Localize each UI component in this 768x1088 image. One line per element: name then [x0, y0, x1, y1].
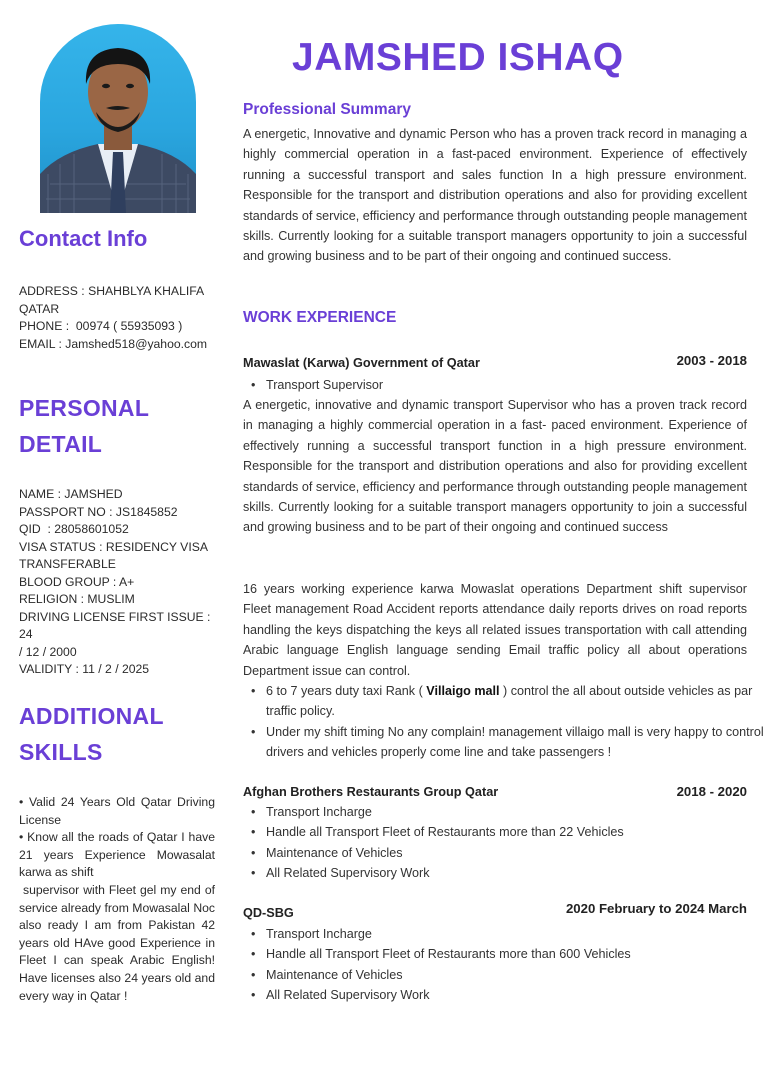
job-description: A energetic, innovative and dynamic transport Supervisor who has a proven track record in managing a highly commercial operation in a fast- paced environment. Experience of effectively running a successful transport function in a high pressure environment. Responsible for the transport and distribution operations and also for providing excellent standards of service, efficiency and performance through outstanding people management skills. Currently looking for a suitable transport managers opportunity to join a successful and growing business and to be part of their ongoing and continued success — [243, 398, 747, 535]
job-highlights — [243, 681, 768, 763]
validity: VALIDITY : 11 / 2 / 2025 — [19, 662, 150, 676]
religion: RELIGION : MUSLIM — [19, 592, 135, 606]
personal-details — [19, 486, 215, 679]
bullet-text: 6 to 7 years duty taxi Rank ( — [266, 684, 427, 698]
job-company: Mawaslat (Karwa) Government of Qatar — [243, 356, 480, 370]
list-item: • All Related Supervisory Work — [266, 985, 768, 1005]
phone-line: PHONE : 00974 ( 55935093 ) — [19, 319, 183, 333]
list-item: • Transport Incharge — [266, 924, 768, 944]
qid: QID : 28058601052 — [19, 522, 129, 536]
license-issue-cont: / 12 / 2000 — [19, 644, 77, 659]
skill-item: • Know all the roads of Qatar I have 21 years Experience Mowasalat karwa as shift — [19, 830, 219, 880]
work-experience-title: WORK EXPERIENCE — [243, 309, 397, 326]
list-item — [266, 681, 768, 722]
main-content — [243, 0, 764, 1088]
job-role-list — [243, 375, 768, 395]
job-duties — [243, 802, 768, 884]
list-item: • Handle all Transport Fleet of Restaurants more than 600 Vehicles — [266, 944, 768, 964]
job-company: QD-SBG — [243, 906, 294, 920]
profile-photo — [40, 24, 196, 213]
job-company: Afghan Brothers Restaurants Group Qatar — [243, 785, 499, 799]
contact-details — [19, 283, 215, 353]
skill-item: supervisor with Fleet gel my end of service already from Mowasalal Noc also ready I am from Pakistan 42 years old HAve good Experience in Fleet I can speak Arabic English! Have licenses also 24 years old and every way in Qatar ! — [19, 882, 219, 1003]
address-line: ADDRESS : SHAHBLYA KHALIFA — [19, 284, 205, 298]
list-item: • Maintenance of Vehicles — [266, 965, 768, 985]
additional-skills-text — [19, 794, 219, 1005]
candidate-name: JAMSHED ISHAQ — [292, 36, 624, 79]
job-duties — [243, 924, 768, 1006]
list-item: • Under my shift timing No any complain! management villaigo mall is very happy to control drivers and vehicles properly come line and take passengers ! — [266, 722, 768, 763]
list-item: • Transport Supervisor — [266, 375, 768, 395]
license-issue: DRIVING LICENSE FIRST ISSUE : 24 — [19, 609, 214, 641]
blood-group: BLOOD GROUP : A+ — [19, 574, 135, 589]
job-dates: 2020 February to 2024 March — [565, 901, 747, 916]
job-dates: 2003 - 2018 — [676, 353, 747, 368]
list-item: • Maintenance of Vehicles — [266, 843, 768, 863]
personal-detail-heading — [19, 390, 149, 462]
skills-heading-line1: ADDITIONAL — [19, 703, 164, 729]
personal-heading-line1: PERSONAL — [19, 395, 150, 421]
address-country: QATAR — [19, 301, 60, 316]
sidebar — [0, 0, 232, 1088]
contact-heading: Contact Info — [19, 226, 148, 251]
passport-no: PASSPORT NO : JS1845852 — [19, 504, 178, 519]
skill-item: • Valid 24 Years Old Qatar Driving License — [19, 795, 219, 827]
person-portrait-icon — [40, 24, 196, 213]
personal-heading-line2: DETAIL — [19, 431, 103, 457]
summary-text: A energetic, Innovative and dynamic Person who has a proven track record in managing a highly commercial operation in a fast-paced environment. Experience of effectively running a successful transport and sales function In a high pressure environment. Responsible for the transport and distribution operations and also for providing excellent standards of service, efficiency and performance through outstanding people management skills. Currently looking for a suitable transport managers opportunity to join a successful and growing business and to be part of their ongoing and continued success. — [243, 127, 747, 264]
list-item: • All Related Supervisory Work — [266, 863, 768, 883]
mall-name: Villaigo mall — [426, 684, 500, 698]
additional-skills-heading — [19, 698, 164, 770]
visa-status: VISA STATUS : RESIDENCY VISA — [19, 539, 208, 554]
bullet-text: ) control the all about outside vehicles as par traffic policy. — [266, 684, 753, 719]
job-dates: 2018 - 2020 — [676, 784, 747, 799]
summary-title: Professional Summary — [243, 101, 411, 118]
visa-status-cont: TRANSFERABLE — [19, 557, 116, 571]
email-line: EMAIL : Jamshed518@yahoo.com — [19, 336, 208, 351]
personal-name: NAME : JAMSHED — [19, 487, 123, 501]
list-item: • Handle all Transport Fleet of Restaurants more than 22 Vehicles — [266, 822, 768, 842]
list-item: • Transport Incharge — [266, 802, 768, 822]
job-extra-description: 16 years working experience karwa Mowaslat operations Department shift supervisor Fleet management Road Accident reports attendance daily reports drives on road reports handling the keys dispatching the keys all related issues transportation with call attending Arabic language English language sending Email traffic policy all about operations Department issue can control. — [243, 582, 747, 678]
skills-heading-line2: SKILLS — [19, 739, 103, 765]
